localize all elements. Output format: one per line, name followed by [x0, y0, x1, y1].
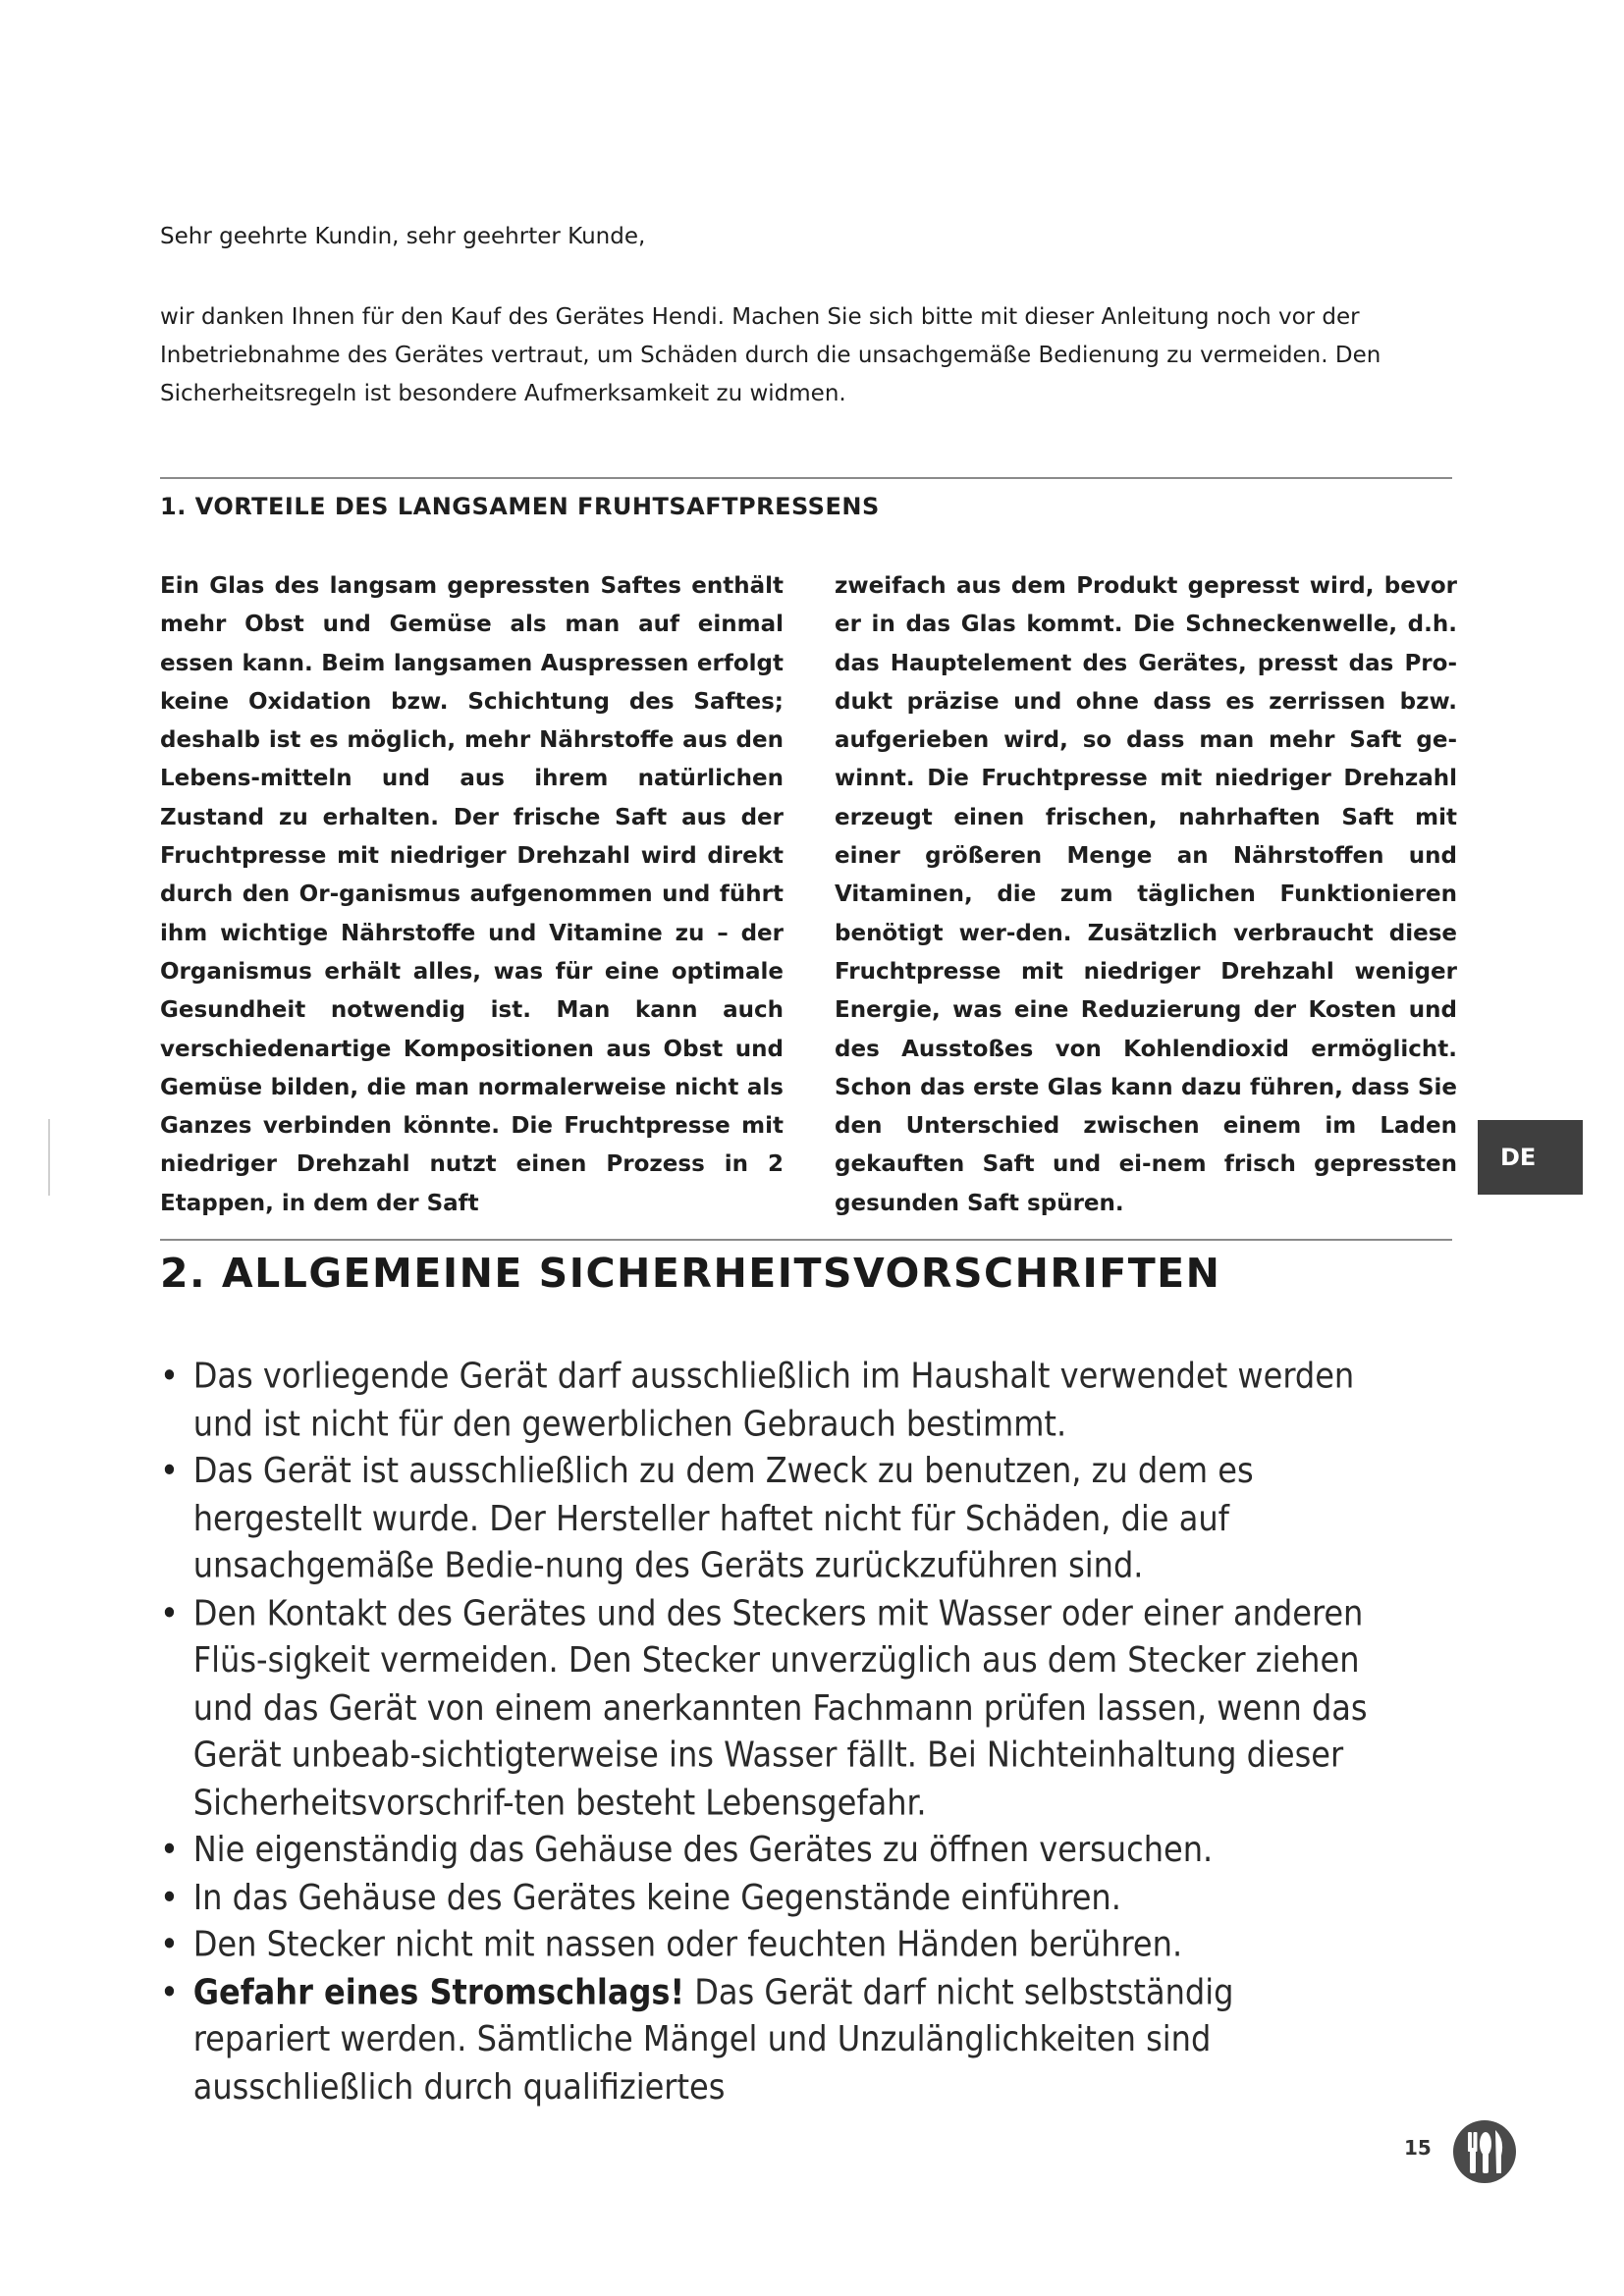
safety-bullet: • In das Gehäuse des Gerätes keine Gegenstände einführen. — [160, 1876, 1121, 1917]
section-1-text-right: zweifach aus dem Produkt gepresst wird, bevor er in das Glas kommt. Die Schneckenwelle, d.h. das Hauptelement des Gerätes, presst das Pro-dukt präzise und ohne dass es zerrissen bzw. aufgerieben wird, so dass man mehr Saft ge-winnt. Die Fruchtpresse mit niedriger Drehzahl erzeugt einen frischen, nahrhaften Saft mit einer größeren Menge an Nährstoffen und Vitaminen, die zum täglichen Funktionieren benötigt wer-den. Zusätzlich verbraucht diese Fruchtpresse mit niedriger Drehzahl weniger Energie, was eine Reduzierung der Kosten und des Ausstoßes von Kohlendioxid ermöglicht. Schon das erste Glas kann dazu führen, dass Sie den Unterschied zwischen einem im Laden gekauften Saft und ei-nem frisch gepressten gesunden Saft spüren. — [835, 573, 1457, 1216]
section-divider — [160, 1239, 1452, 1241]
section-1-column-left — [160, 567, 784, 1223]
safety-bullet: • Das vorliegende Gerät darf ausschließlich im Haushalt verwendet werden und ist nicht für den gewerblichen Gebrauch bestimmt. — [160, 1355, 1355, 1444]
section-1-text-left: Ein Glas des langsam gepressten Saftes enthält mehr Obst und Gemüse als man auf einmal essen kann. Beim langsamen Auspressen erfolgt keine Oxidation bzw. Schichtung des Saftes; deshalb ist es möglich, mehr Nährstoffe aus den Lebens-mitteln und aus ihrem natürlichen Zustand zu erhalten. Der frische Saft aus der Fruchtpresse mit niedriger Drehzahl wird direkt durch den Or-ganismus aufgenommen und führt ihm wichtige Nährstoffe und Vitamine zu – der Organismus erhält alles, was für eine optimale Gesundheit notwendig ist. Man kann auch verschiedenartige Kompositionen aus Obst und Gemüse bilden, die man normalerweise nicht als Ganzes verbinden könnte. Die Fruchtpresse mit niedriger Drehzahl nutzt einen Prozess in 2 Etappen, in dem der Saft — [160, 573, 784, 1216]
safety-bullet-list — [160, 1353, 1379, 2110]
section-2-heading: 2. ALLGEMEINE SICHERHEITSVORSCHRIFTEN — [160, 1250, 1221, 1297]
safety-bullet: • Den Stecker nicht mit nassen oder feuchten Händen berühren. — [160, 1923, 1183, 1965]
page-number: 15 — [1404, 2136, 1432, 2160]
warning-label: Gefahr eines Stromschlags! — [192, 1971, 685, 2012]
safety-bullet: • Den Kontakt des Gerätes und des Steckers mit Wasser oder einer anderen Flüs-sigkeit vermeiden. Den Stecker unverzüglich aus dem Stecker ziehen und das Gerät von einem anerkannten Fachmann prüfen lassen, wenn das Gerät unbeab-sichtigterweise ins Wasser fällt. Bei Nichteinhaltung dieser Sicherheitsvorschrif-ten besteht Lebensgefahr. — [160, 1592, 1368, 1823]
section-divider — [160, 477, 1452, 479]
safety-bullet: • Das Gerät ist ausschließlich zu dem Zweck zu benutzen, zu dem es hergestellt wurde. Der Hersteller haftet nicht für Schäden, die auf unsachgemäße Bedie-nung des Geräts zurückzuführen sind. — [160, 1450, 1254, 1586]
salutation: Sehr geehrte Kundin, sehr geehrter Kunde, — [160, 224, 646, 249]
safety-bullet-warning: • Gefahr eines Stromschlags! Das Gerät darf nicht selbstständig repariert werden. Sämtliche Mängel und Unzulänglichkeiten sind ausschließlich durch qualifiziertes — [160, 1971, 1234, 2107]
margin-mark — [48, 1119, 50, 1196]
hendi-cutlery-logo-icon — [1451, 2118, 1518, 2185]
intro-paragraph: wir danken Ihnen für den Kauf des Gerätes Hendi. Machen Sie sich bitte mit dieser Anleitung noch vor der Inbetriebnahme des Gerätes vertraut, um Schäden durch die unsachgemäße Bedienung zu vermeiden. Den Sicherheitsregeln ist besondere Aufmerksamkeit zu widmen. — [160, 304, 1381, 406]
section-1-column-right — [835, 567, 1457, 1223]
safety-bullet: • Nie eigenständig das Gehäuse des Gerätes zu öffnen versuchen. — [160, 1829, 1214, 1870]
language-tab: DE — [1478, 1120, 1583, 1195]
section-1-heading: 1. VORTEILE DES LANGSAMEN FRUHTSAFTPRESSENS — [160, 493, 880, 520]
